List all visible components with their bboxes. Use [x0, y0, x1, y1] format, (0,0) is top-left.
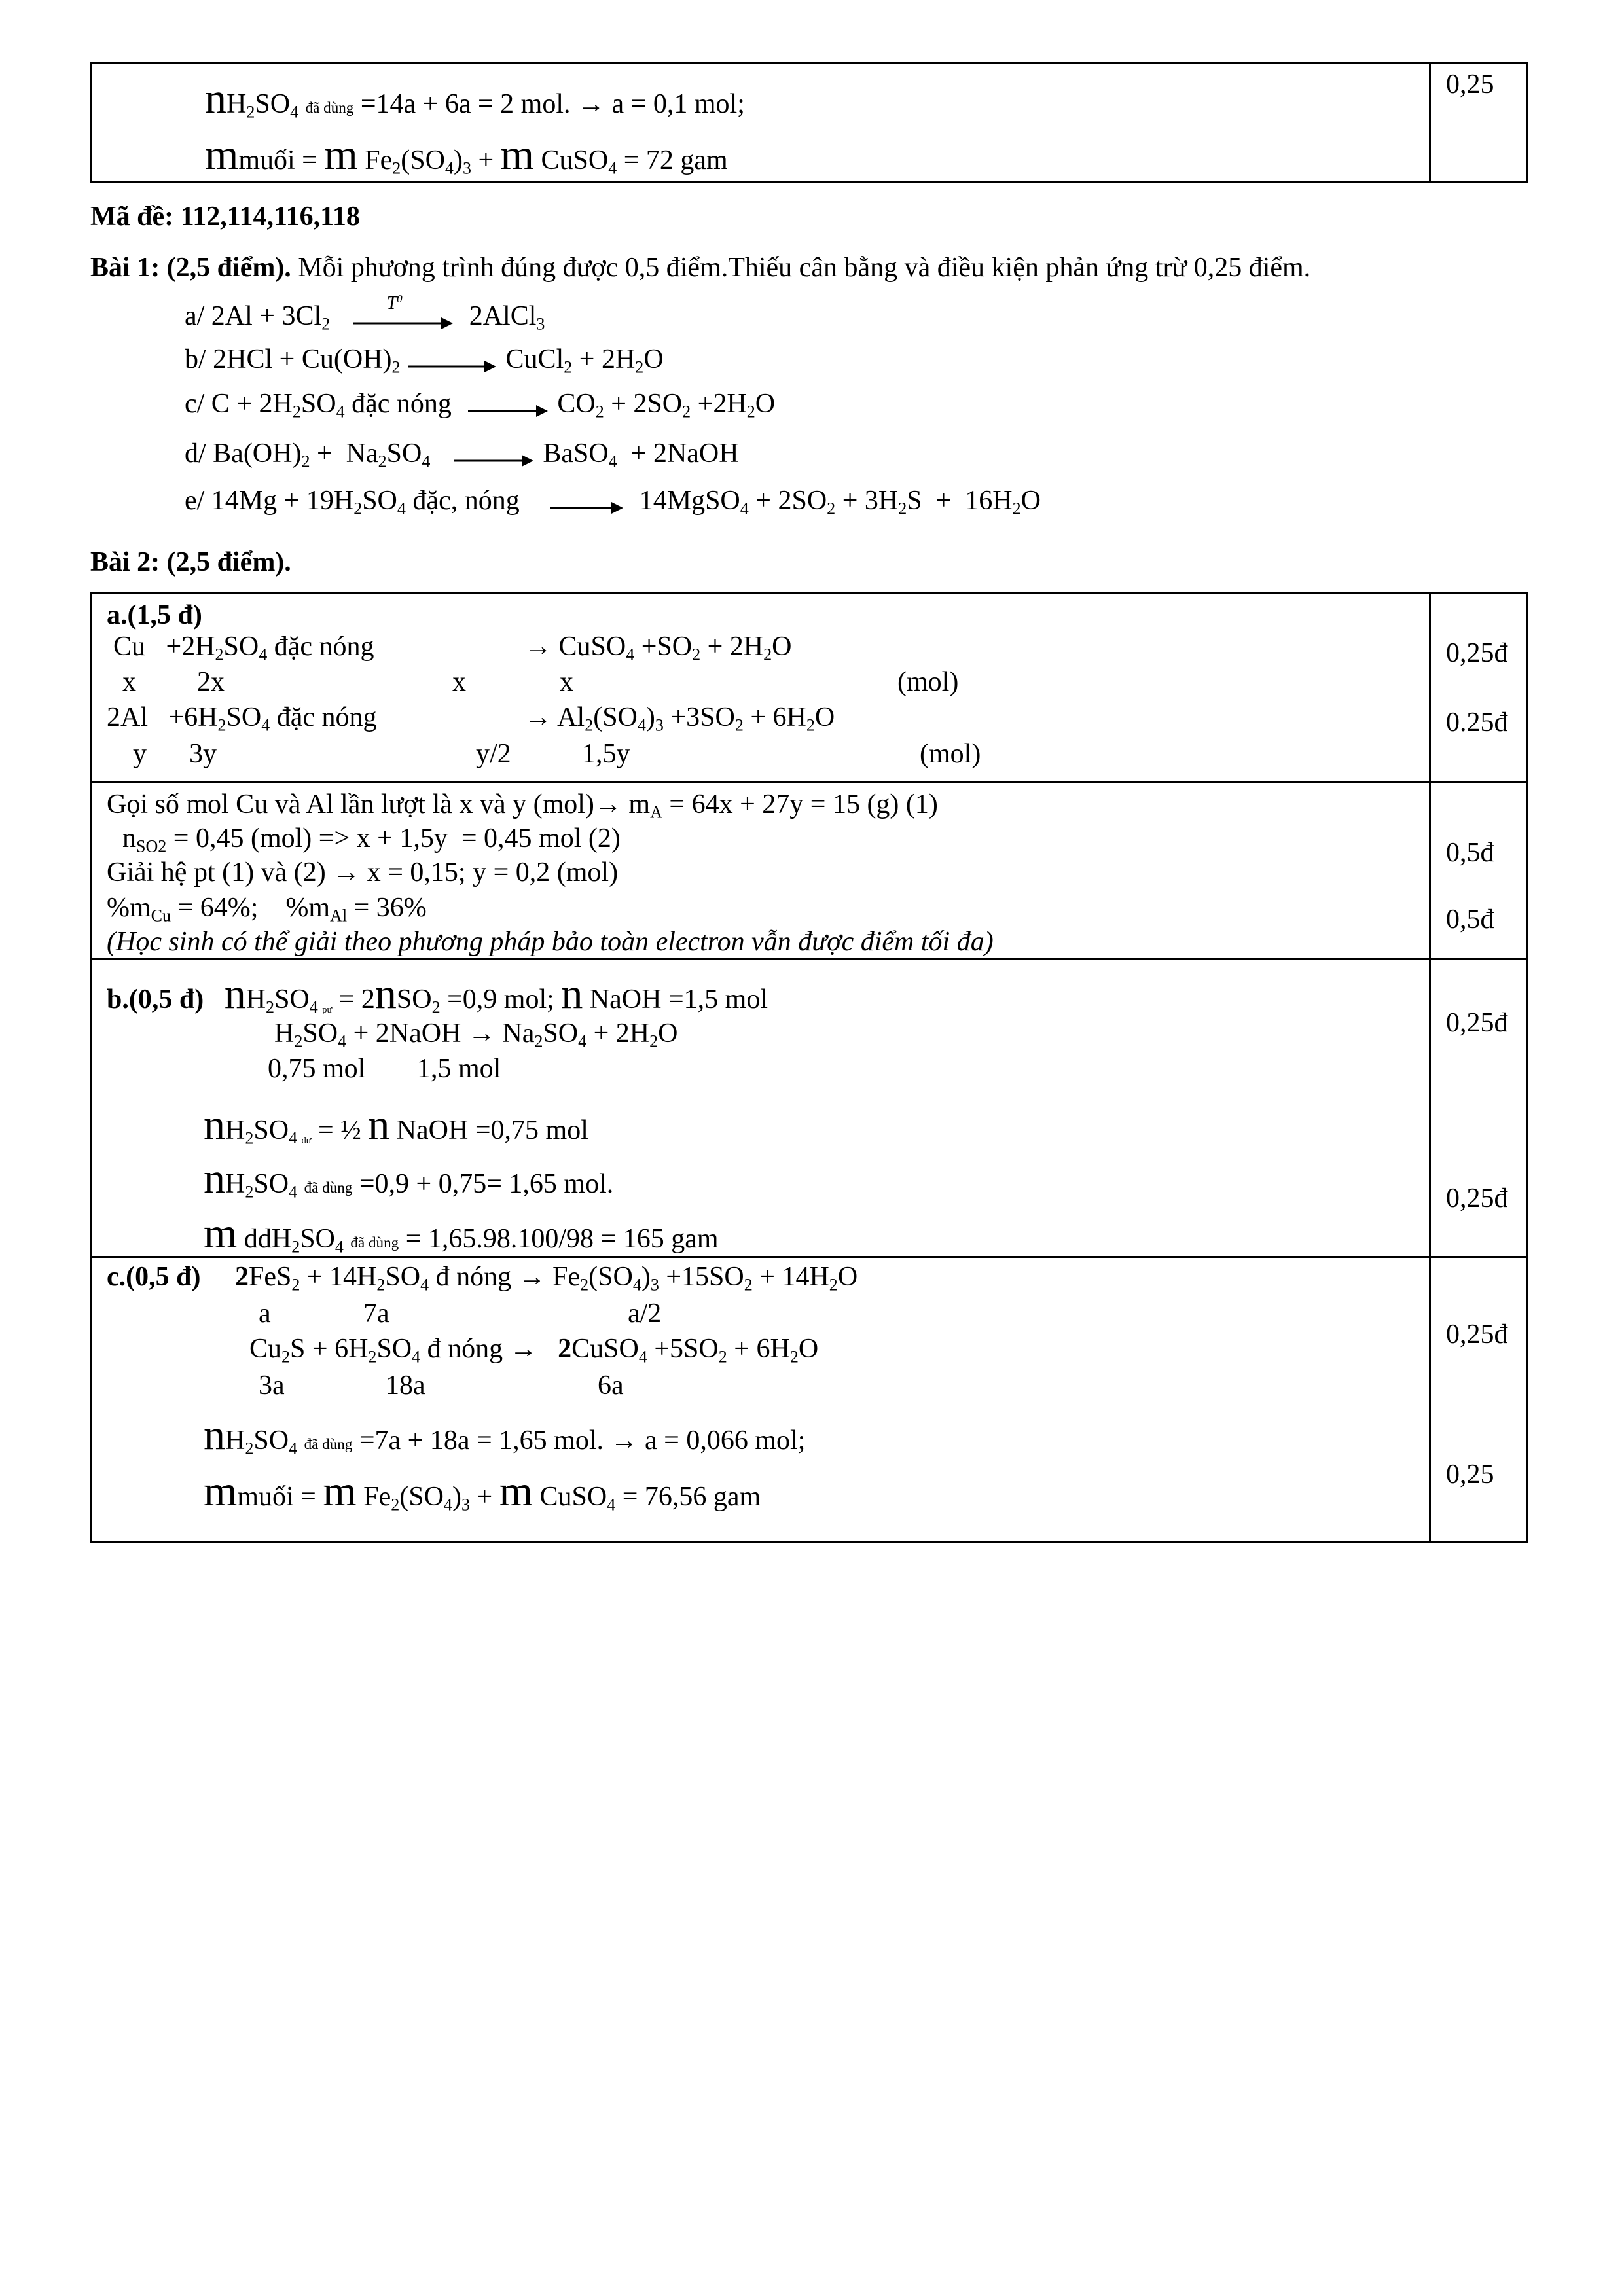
- b-line1: b.(0,5 đ) $nH_2SO_{4 pư} = 2nSO_2 =0,9$ mol; n NaOH =1,5 mol: [107, 970, 768, 1018]
- top-line-mmuoi: mmuối = m $Fe_2(SO_4)_3 + m$ CuSO$_4$ = 72 gam: [205, 131, 728, 179]
- row-a-solution: [92, 781, 1526, 958]
- a-mol-y: y: [133, 739, 147, 769]
- c-line-mmuoi: mmuối = m $Fe_2(SO_4)_3 + m$ CuSO$_4$ = 76,56 gam: [204, 1467, 761, 1515]
- a-mol-2x: 2x: [197, 667, 225, 697]
- bai1-eq-b: b/ $2HCl + Cu(OH)_2$ CuCl$_2$ + $2H_2O$: [185, 344, 664, 377]
- score-c2: 0,25: [1446, 1460, 1494, 1490]
- a-sol-line1: Gọi số mol Cu và Al lần lượt là x và y $(mol)\to m_A = 64x + 27y = 15$ (g) (1): [107, 789, 938, 822]
- row-b: [92, 958, 1526, 1256]
- a-eq-al: $2Al +6H_2SO_4$ đặc nóng: [107, 702, 377, 735]
- a-eq-cu: $Cu +2H_2SO_4$ đặc nóng: [113, 632, 374, 664]
- row-c: [92, 1256, 1526, 1541]
- a-mol-3y: 3y: [189, 739, 217, 769]
- a-sol-note: (Học sinh có thể giải theo phương pháp bảo toàn electron vẫn được điểm tối đa): [107, 927, 994, 957]
- top-line-nh2so4: $nH_2SO_4$ đã dùng =14a + 6a = 2 mol. → a = 0,1 mol;: [205, 75, 745, 122]
- top-score: 0,25: [1446, 69, 1494, 99]
- reaction-arrow-icon: [451, 446, 536, 465]
- c-mol-18a: 18a: [386, 1371, 425, 1401]
- bai1-header: Bài 1: (2,5 điểm). Mỗi phương trình đúng được 0,5 điểm.Thiếu cân bằng và điều kiện phản ứng trừ 0,25 điểm.: [90, 253, 1311, 283]
- a-sol-line4: $\%m_{Cu} = 64\%$; $\%m_{Al} = 36\%$: [107, 893, 427, 925]
- b-eq: $H_2SO_4$ + 2NaOH → $Na_2SO_4 + 2H_2O$: [274, 1018, 678, 1051]
- a-mol-x3: x: [560, 667, 573, 697]
- b-line-du: $nH_2SO_{4 dư}$ = ½ n NaOH =0,75 mol: [204, 1101, 588, 1149]
- c-mol-a2: a/2: [628, 1299, 662, 1329]
- temperature-label: $T^0$: [386, 293, 403, 314]
- a-mol-15y: 1,5y: [582, 739, 630, 769]
- bai1-eq-c: c/ $C + 2H_2SO_4$ đặc nóng $CO_2 + 2SO_2 +2H_2O$: [185, 389, 776, 422]
- b-mol-2: 1,5 mol: [417, 1054, 501, 1084]
- a-eq-al-products: → $Al_2(SO_4)_3 +3SO_2 + 6H_2O$: [524, 702, 835, 735]
- bai1-eq-e: e/ $14Mg + 19H_2SO_4$ đặc, nóng 14MgSO$_4$ + $2SO_2 + 3H_2S + 16H_2O$: [185, 486, 1041, 518]
- score-column-divider: [1429, 64, 1431, 181]
- bai1-eq-d: d/ $Ba(OH)_2 + Na_2SO_4$ BaSO$_4$ + 2NaOH: [185, 439, 739, 471]
- a-mol-x1: x: [122, 667, 136, 697]
- a-mol-y2: y/2: [476, 739, 511, 769]
- a-sol-line2: $n_{SO2} = 0,45$ (mol) => x + 1,5y = 0,45 mol (2): [122, 823, 621, 856]
- reaction-arrow-icon: [465, 396, 550, 416]
- c-mol-a: a: [259, 1299, 271, 1329]
- score-a4: 0,5đ: [1446, 905, 1494, 935]
- c-line-dadung: $nH_2SO_4$ đã dùng =7a + 18a = 1,65 mol. → a = 0,066 mol;: [204, 1411, 806, 1459]
- c-mol-6a: 6a: [598, 1371, 624, 1401]
- a-eq-cu-products: → CuSO$_4$ $+SO_2 + 2H_2O$: [524, 632, 792, 664]
- bai2-answer-table: [90, 592, 1528, 1543]
- a-mol-unit-2: (mol): [920, 739, 981, 769]
- score-c1: 0,25đ: [1446, 1319, 1508, 1350]
- reaction-arrow-icon: [351, 293, 456, 328]
- bai2-header: Bài 2: (2,5 điểm).: [90, 547, 291, 577]
- c-mol-7a: 7a: [363, 1299, 389, 1329]
- exam-code: Mã đề: 112,114,116,118: [90, 202, 360, 232]
- score-a3: 0,5đ: [1446, 838, 1494, 868]
- row-a-equations: [92, 594, 1526, 781]
- a-label: a.(1,5 đ): [107, 600, 202, 630]
- score-a2: 0.25đ: [1446, 708, 1508, 738]
- b-line-dadung: $nH_2SO_4$ đã dùng =0,9 + 0,75= 1,65 mol.: [204, 1155, 614, 1202]
- bai1-eq-a: a/ $2Al + 3Cl_2$ $T^0$ 2AlCl$_3$: [185, 293, 545, 334]
- b-mol-1: 0,75 mol: [268, 1054, 366, 1084]
- reaction-arrow-icon: [547, 493, 626, 512]
- a-sol-line3: Giải hệ pt (1) và (2) → x = 0,15; y = 0,2 (mol): [107, 857, 619, 888]
- c-mol-3a: 3a: [259, 1371, 285, 1401]
- a-mol-x2: x: [452, 667, 466, 697]
- reaction-arrow-icon: [407, 351, 499, 371]
- c-eq-cu2s: $Cu_2S + 6H_2SO_4$ đ nóng → 2CuSO$_4$ $+5SO_2 + 6H_2O$: [249, 1334, 819, 1367]
- score-a1: 0,25đ: [1446, 638, 1508, 668]
- top-answer-table: [90, 62, 1528, 183]
- score-b2: 0,25đ: [1446, 1183, 1508, 1213]
- score-b1: 0,25đ: [1446, 1008, 1508, 1038]
- b-line-mdd: m $ddH_2SO_4$ đã dùng = 1,65.98.100/98 = 165 gam: [204, 1210, 719, 1257]
- c-eq-fes2: c.(0,5 đ) $2FeS_2 + 14H_2SO_4$ đ nóng → $Fe_2(SO_4)_3 +15SO_2 + 14H_2O$: [107, 1262, 858, 1295]
- a-mol-unit-1: (mol): [897, 667, 959, 697]
